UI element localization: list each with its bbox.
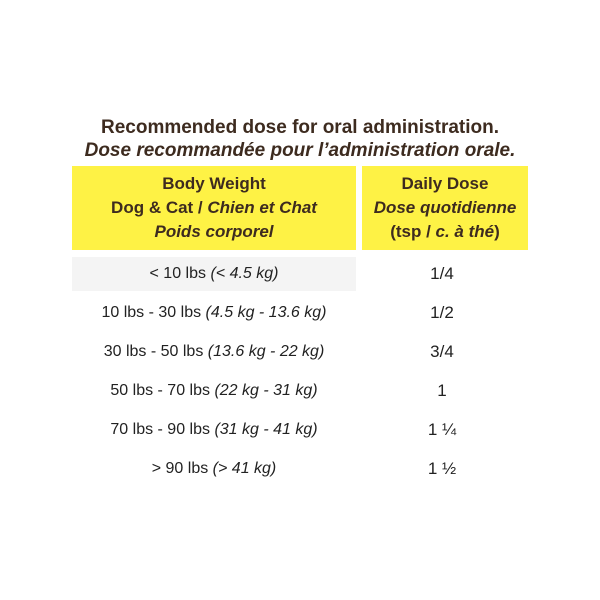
dosage-table-header [72,166,528,250]
header-body-weight [72,166,356,250]
dose-cell: 3/4 [430,341,454,361]
header-body-weight-en: Body Weight [162,174,266,193]
header-species [72,196,356,220]
weight-kg: (22 kg - 31 kg) [214,381,318,399]
header-daily-dose-fr: Dose quotidienne [373,198,517,217]
header-unit-fr: c. à thé [435,222,495,241]
title-english: Recommended dose for oral administration. [100,117,500,138]
weight-lbs: 10 lbs - 30 lbs [101,303,202,321]
header-unit-close: ) [494,222,500,241]
table-row [72,332,528,371]
weight-kg: (4.5 kg - 13.6 kg) [205,303,327,321]
weight-cell [72,304,356,322]
dose-cell: 1/2 [430,302,454,322]
table-row [72,293,528,332]
weight-lbs: 70 lbs - 90 lbs [110,420,210,438]
weight-lbs: < 10 lbs [149,264,206,282]
title-french: Dose recommandée pour l’administration orale. [84,140,516,161]
weight-kg: (31 kg - 41 kg) [214,420,318,438]
dose-cell: 1 ¼ [427,419,457,439]
header-species-fr: Chien et Chat [207,198,317,217]
dose-cell: 1/4 [430,263,454,283]
header-daily-dose [362,166,528,250]
table-row [72,254,528,293]
weight-cell [72,343,356,361]
weight-kg: (13.6 kg - 22 kg) [207,342,325,360]
weight-lbs: > 90 lbs [151,459,209,477]
header-daily-dose-en: Daily Dose [401,174,489,193]
weight-kg: (> 41 kg) [212,459,277,477]
table-row [72,410,528,449]
table-row [72,371,528,410]
dosage-table-body [72,254,528,488]
weight-lbs: 30 lbs - 50 lbs [103,342,204,360]
weight-kg: (< 4.5 kg) [210,264,279,282]
header-unit-open: (tsp / [390,222,431,241]
weight-cell [72,257,356,291]
table-row [72,449,528,488]
weight-cell [72,421,356,439]
weight-lbs: 50 lbs - 70 lbs [110,381,210,399]
weight-cell [72,382,356,400]
header-unit [362,220,528,244]
header-species-en: Dog & Cat / [111,198,203,217]
dose-cell: 1 [437,380,447,400]
dosage-title [0,116,600,162]
header-body-weight-fr: Poids corporel [154,222,274,241]
weight-cell [72,460,356,478]
dose-cell: 1 ½ [427,458,457,478]
